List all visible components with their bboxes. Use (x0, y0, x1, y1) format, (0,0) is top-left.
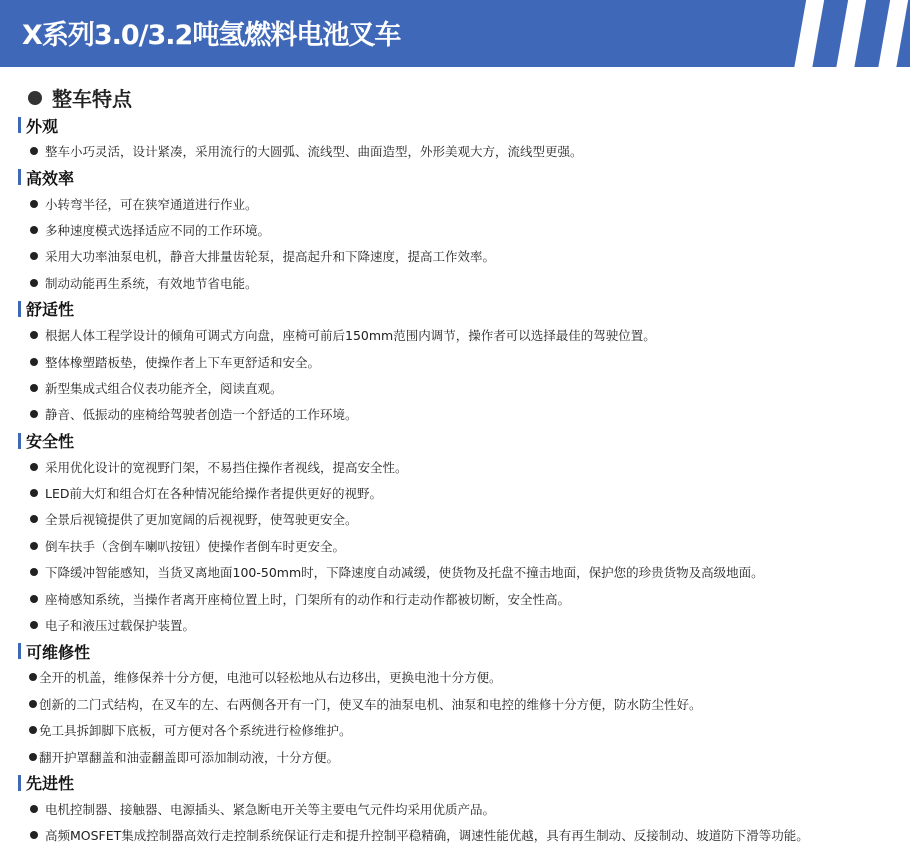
subsection-heading (18, 428, 898, 454)
list-item (18, 375, 898, 401)
subsection-title: 先进性 (26, 774, 75, 794)
list-item (18, 217, 898, 243)
bullet-icon (30, 384, 38, 392)
subsection-title: 舒适性 (26, 300, 75, 320)
list-item (18, 717, 898, 743)
list-item-text: 根据人体工程学设计的倾角可调式方向盘，座椅可前后150mm范围内调节，操作者可以选择最佳的驾驶位置。 (45, 328, 656, 344)
decorative-stripe (793, 0, 825, 67)
list-item-text: 高频MOSFET集成控制器高效行走控制系统保证行走和提升控制平稳精确，调速性能优越，具有再生制动、反接制动、坡道防下滑等功能。 (45, 828, 809, 844)
list-item-text: LED前大灯和组合灯在各种情况能给操作者提供更好的视野。 (45, 486, 382, 502)
bullet-icon (30, 542, 38, 550)
bullet-icon (28, 91, 42, 105)
bullet-icon (30, 463, 38, 471)
subsection-title: 外观 (26, 116, 59, 136)
bullet-icon (30, 200, 38, 208)
list-item-text: 免工具拆卸脚下底板，可方便对各个系统进行检修维护。 (39, 723, 352, 739)
list-item-text: 电子和液压过载保护装置。 (45, 618, 196, 634)
list-item (18, 559, 898, 585)
heading-bar-icon (18, 169, 21, 185)
bullet-icon (30, 621, 38, 629)
list-item (18, 691, 898, 717)
subsection-heading (18, 296, 898, 322)
bullet-icon (30, 252, 38, 260)
subsection-heading (18, 112, 898, 138)
heading-bar-icon (18, 643, 21, 659)
bullet-icon (30, 410, 38, 418)
bullet-icon (29, 673, 37, 681)
bullet-icon (30, 147, 38, 155)
subsection-heading (18, 164, 898, 190)
list-item (18, 743, 898, 769)
list-item-text: 翻开护罩翻盖和油壶翻盖即可添加制动液，十分方便。 (39, 749, 340, 765)
list-item-text: 创新的二门式结构，在叉车的左、右两侧各开有一门，使叉车的油泵电机、油泵和电控的维修十分方便，防水防尘性好。 (39, 696, 702, 712)
list-item-text: 新型集成式组合仪表功能齐全，阅读直观。 (45, 380, 283, 396)
section-heading (28, 83, 132, 112)
list-item (18, 822, 898, 848)
list-item-text: 采用优化设计的宽视野门架，不易挡住操作者视线，提高安全性。 (45, 459, 408, 475)
bullet-icon (29, 753, 37, 761)
decorative-stripe (877, 0, 909, 67)
list-item (18, 401, 898, 427)
subsection-heading (18, 638, 898, 664)
bullet-icon (30, 515, 38, 523)
list-item (18, 533, 898, 559)
bullet-icon (30, 568, 38, 576)
bullet-icon (30, 279, 38, 287)
page-title: X系列3.0/3.2吨氢燃料电池叉车 (22, 20, 401, 51)
decorative-stripe (835, 0, 867, 67)
feature-sections (18, 112, 898, 849)
heading-bar-icon (18, 433, 21, 449)
subsection-title: 高效率 (26, 168, 75, 188)
subsection-title: 安全性 (26, 432, 75, 452)
bullet-icon (30, 358, 38, 366)
list-item (18, 664, 898, 690)
list-item (18, 348, 898, 374)
bullet-icon (29, 726, 37, 734)
heading-bar-icon (18, 775, 21, 791)
list-item (18, 506, 898, 532)
heading-bar-icon (18, 301, 21, 317)
bullet-icon (30, 831, 38, 839)
list-item (18, 612, 898, 638)
bullet-icon (30, 595, 38, 603)
list-item (18, 322, 898, 348)
list-item-text: 整车小巧灵活，设计紧凑，采用流行的大圆弧、流线型、曲面造型，外形美观大方，流线型更强。 (45, 144, 583, 160)
list-item (18, 585, 898, 611)
heading-bar-icon (18, 117, 21, 133)
list-item-text: 小转弯半径，可在狭窄通道进行作业。 (45, 196, 258, 212)
list-item (18, 454, 898, 480)
list-item-text: 全开的机盖，维修保养十分方便，电池可以轻松地从右边移出，更换电池十分方便。 (39, 670, 502, 686)
bullet-icon (29, 700, 37, 708)
header-banner (0, 0, 910, 67)
main-title-text: 整车特点 (52, 87, 132, 111)
bullet-icon (30, 226, 38, 234)
list-item-text: 整体橡塑踏板垫，使操作者上下车更舒适和安全。 (45, 354, 321, 370)
list-item (18, 796, 898, 822)
list-item-text: 座椅感知系统，当操作者离开座椅位置上时，门架所有的动作和行走动作都被切断，安全性高。 (45, 591, 571, 607)
list-item-text: 下降缓冲智能感知，当货叉离地面100-50mm时，下降速度自动减缓，使货物及托盘不撞击地面，保护您的珍贵货物及高级地面。 (45, 565, 764, 581)
list-item-text: 静音、低振动的座椅给驾驶者创造一个舒适的工作环境。 (45, 407, 358, 423)
list-item (18, 480, 898, 506)
list-item-text: 倒车扶手（含倒车喇叭按钮）使操作者倒车时更安全。 (45, 538, 346, 554)
subsection-title: 可维修性 (26, 642, 91, 662)
bullet-icon (30, 489, 38, 497)
list-item (18, 190, 898, 216)
list-item-text: 采用大功率油泵电机，静音大排量齿轮泵，提高起升和下降速度，提高工作效率。 (45, 249, 496, 265)
list-item (18, 270, 898, 296)
bullet-icon (30, 331, 38, 339)
list-item (18, 138, 898, 164)
list-item (18, 243, 898, 269)
subsection-heading (18, 770, 898, 796)
list-item-text: 电机控制器、接触器、电源插头、紧急断电开关等主要电气元件均采用优质产品。 (45, 802, 496, 817)
list-item-text: 多种速度模式选择适应不同的工作环境。 (45, 222, 271, 238)
bullet-icon (30, 805, 38, 813)
list-item-text: 全景后视镜提供了更加宽阔的后视视野，使驾驶更安全。 (45, 512, 358, 528)
list-item-text: 制动动能再生系统，有效地节省电能。 (45, 275, 258, 291)
